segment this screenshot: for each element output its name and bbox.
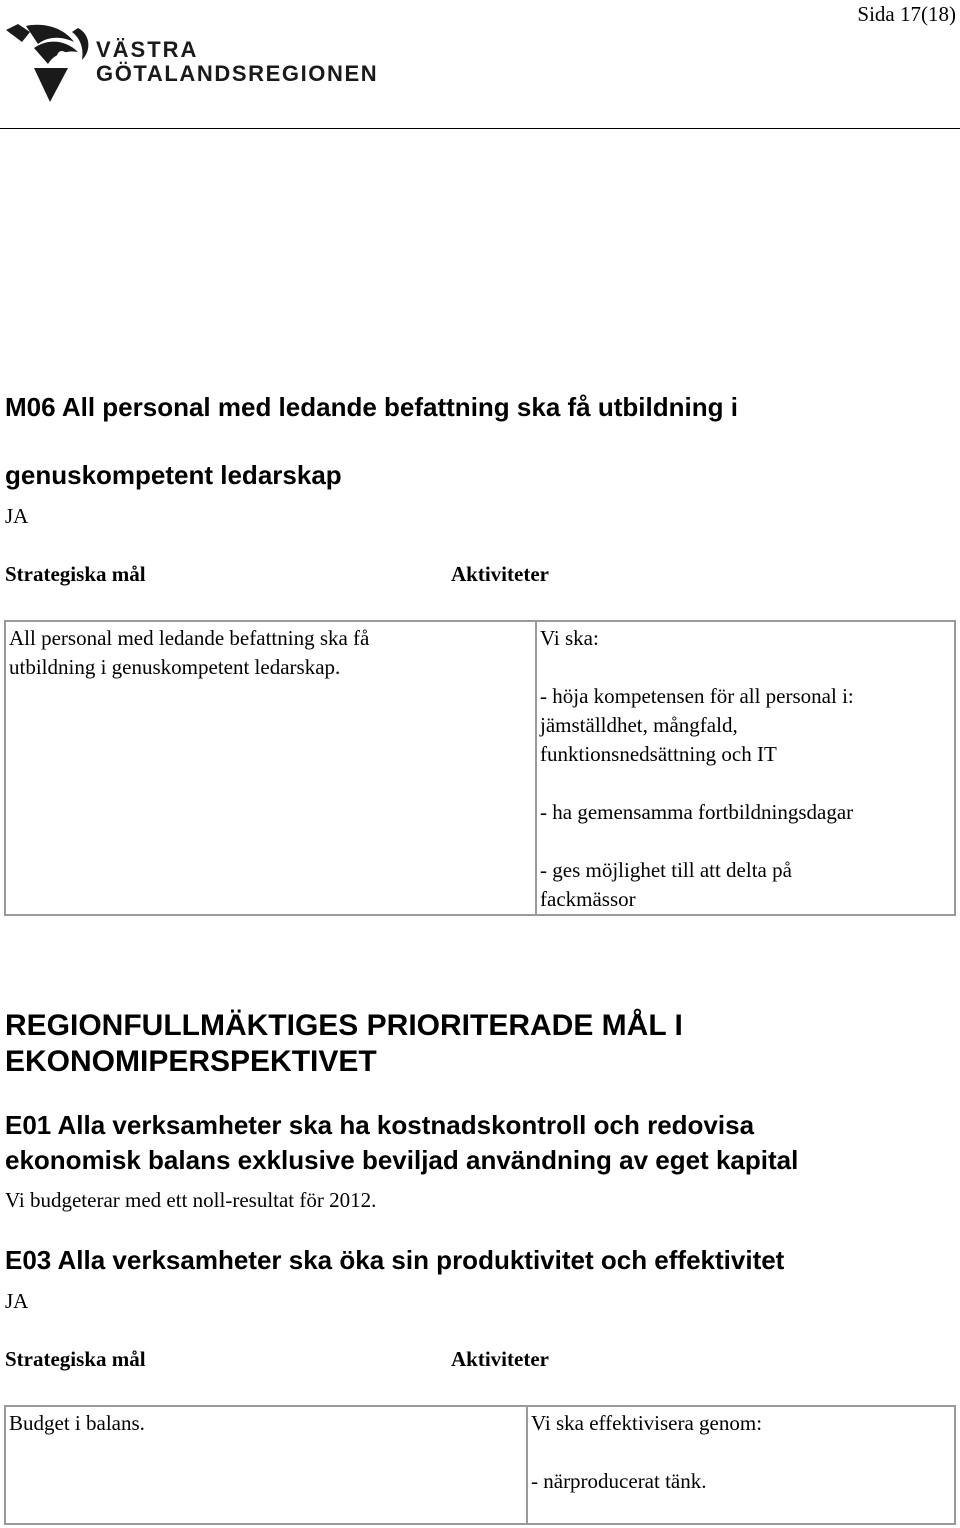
m06-heading-line-2: genuskompetent ledarskap [5,460,342,490]
e03-activities-cell [527,1406,955,1524]
m06-answer: JA [5,504,29,528]
m06-act-2: - ha gemensamma fortbildningsdagar [540,800,854,824]
e03-col-goals: Strategiska mål [5,1347,146,1371]
m06-act-3-line-1: - ges möjlighet till att delta på [540,858,792,882]
logo-line-1: VÄSTRA [96,37,199,62]
e03-goal: Budget i balans. [9,1411,145,1435]
header-divider [0,128,960,129]
e03-act-intro: Vi ska effektivisera genom: [531,1411,763,1435]
m06-activities-cell [536,621,955,915]
vgr-logo-icon [4,22,94,106]
econ-section-line-2: EKONOMIPERSPEKTIVET [5,1045,377,1078]
m06-act-3-line-2: fackmässor [540,887,636,911]
m06-act-1-line-2: jämställdhet, mångfald, [540,713,738,737]
m06-heading-line-1: M06 All personal med ledande befattning ska få utbildning i [5,392,738,422]
e01-text: Vi budgeterar med ett noll-resultat för 2012. [5,1188,377,1212]
m06-act-1-line-1: - höja kompetensen för all personal i: [540,684,854,708]
e03-answer: JA [5,1289,29,1313]
m06-goal-line-1: All personal med ledande befattning ska få [9,626,370,650]
m06-col-goals: Strategiska mål [5,562,146,586]
e03-col-activities: Aktiviteter [451,1347,549,1371]
e01-heading-line-1: E01 Alla verksamheter ska ha kostnadskontroll och redovisa [5,1110,755,1140]
e03-act-1: - närproducerat tänk. [531,1469,707,1493]
e03-heading: E03 Alla verksamheter ska öka sin produktivitet och effektivitet [5,1245,785,1275]
logo-wordmark [96,38,378,86]
logo-line-2: GÖTALANDSREGIONEN [96,61,379,86]
m06-act-1-line-3: funktionsnedsättning och IT [540,742,777,766]
m06-col-activities: Aktiviteter [451,562,549,586]
logo [4,22,394,112]
econ-section-line-1: REGIONFULLMÄKTIGES PRIORITERADE MÅL I [5,1009,683,1042]
m06-goal-cell [5,621,536,915]
page-number: Sida 17(18) [857,2,956,26]
m06-act-intro: Vi ska: [540,626,599,650]
m06-goal-line-2: utbildning i genuskompetent ledarskap. [9,655,341,679]
e03-table [4,1405,956,1525]
e01-heading-line-2: ekonomisk balans exklusive beviljad användning av eget kapital [5,1145,799,1175]
e03-goal-cell [5,1406,527,1524]
m06-table [4,620,956,916]
